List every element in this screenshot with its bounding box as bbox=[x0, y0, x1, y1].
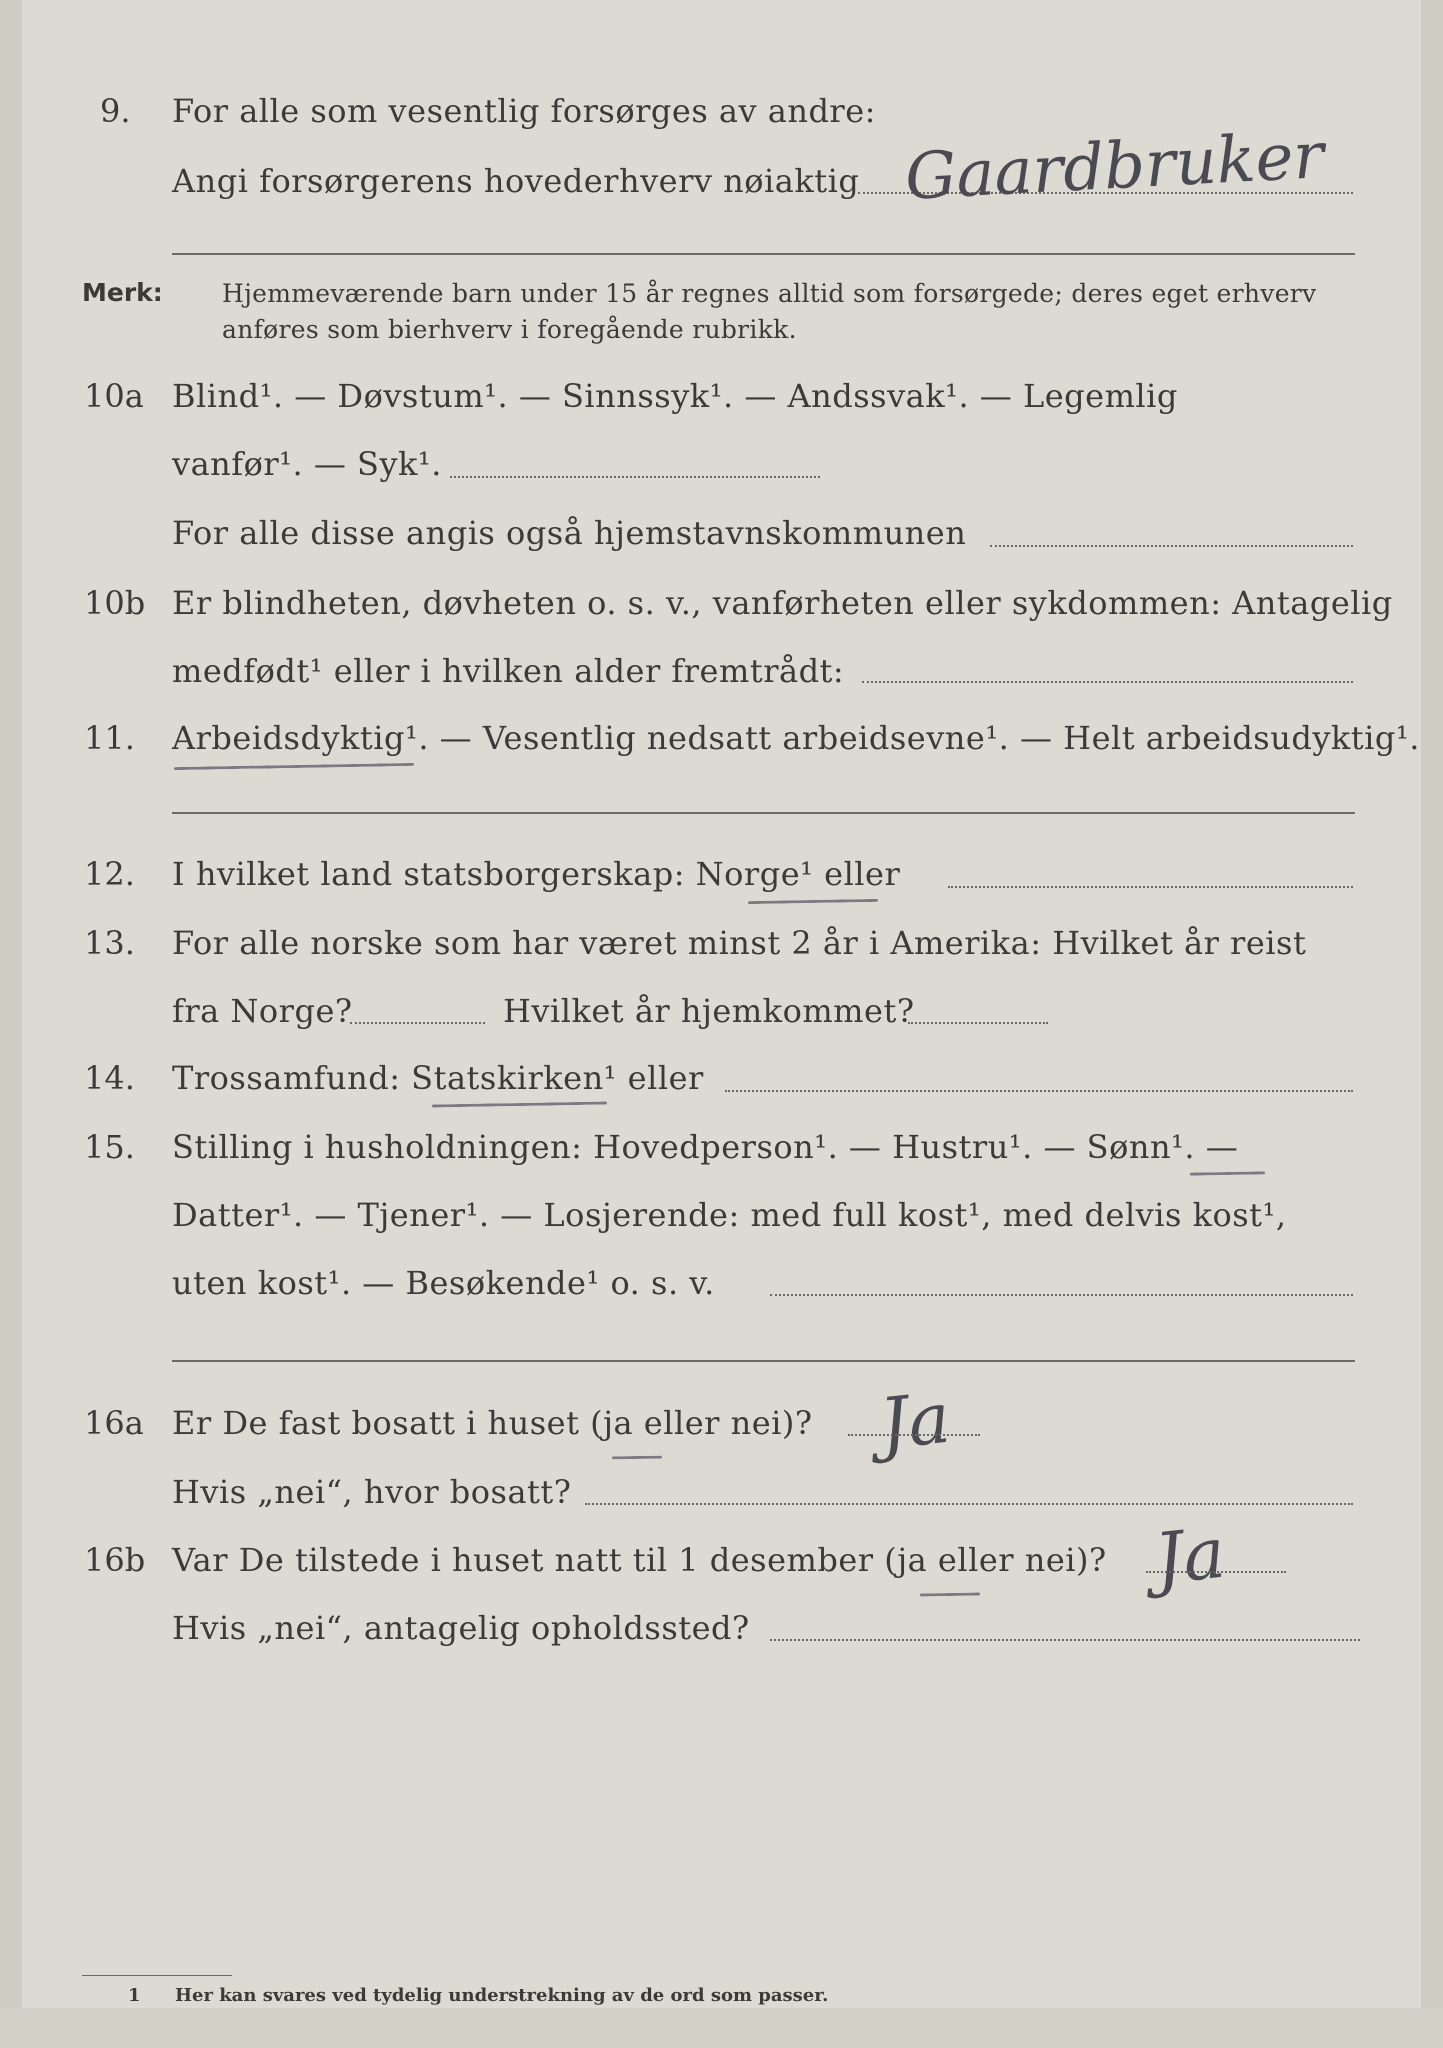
footnote-mark: 1 bbox=[128, 1985, 141, 2006]
merk-line1: Hjemmeværende barn under 15 år regnes alltid som forsørgede; deres eget erhverv bbox=[222, 279, 1317, 308]
q16a-handwritten-answer: Ja bbox=[875, 1376, 954, 1466]
q10b-alder-line bbox=[862, 681, 1353, 683]
q9-rule bbox=[172, 253, 1355, 255]
q13-line2a: fra Norge? bbox=[172, 992, 353, 1030]
q10b-line2: medfødt¹ eller i hvilken alder fremtrådt: bbox=[172, 652, 845, 690]
q10a-hjemstavn-line bbox=[990, 545, 1353, 547]
q16a-number: 16a bbox=[84, 1404, 144, 1442]
q15-handwritten-underline bbox=[1190, 1171, 1265, 1175]
q16a-line1: Er De fast bosatt i huset (ja eller nei)? bbox=[172, 1404, 813, 1442]
q16a-answer-line bbox=[848, 1434, 980, 1436]
footnote-rule bbox=[82, 1975, 232, 1976]
q12-line1: I hvilket land statsborgerskap: Norge¹ eller bbox=[172, 855, 901, 893]
q15-line3: uten kost¹. — Besøkende¹ o. s. v. bbox=[172, 1264, 715, 1302]
q12-handwritten-underline bbox=[748, 899, 878, 904]
q12-land-line bbox=[948, 886, 1353, 888]
q16b-opholdssted-line bbox=[770, 1639, 1360, 1641]
q11-number: 11. bbox=[84, 719, 135, 757]
q10b-number: 10b bbox=[84, 584, 146, 622]
q10a-line2: vanfør¹. — Syk¹. bbox=[172, 445, 442, 483]
q14-line1: Trossamfund: Statskirken¹ eller bbox=[172, 1059, 704, 1097]
q15-line2: Datter¹. — Tjener¹. — Losjerende: med full kost¹, med delvis kost¹, bbox=[172, 1196, 1287, 1234]
q10a-line3: For alle disse angis også hjemstavnskommunen bbox=[172, 514, 967, 552]
q14-handwritten-underline bbox=[432, 1101, 607, 1107]
q9-line2: Angi forsørgerens hovederhverv nøiaktig bbox=[172, 162, 860, 200]
q9-number: 9. bbox=[100, 92, 131, 130]
q11-line1: Arbeidsdyktig¹. — Vesentlig nedsatt arbeidsevne¹. — Helt arbeidsudyktig¹. bbox=[172, 719, 1420, 757]
q16b-handwritten-underline bbox=[920, 1592, 980, 1596]
q13-line1: For alle norske som har været minst 2 år i Amerika: Hvilket år reist bbox=[172, 924, 1307, 962]
q13-reist-line bbox=[350, 1022, 485, 1024]
page-edge-right bbox=[1421, 0, 1443, 2048]
q13-hjemkommet-line bbox=[908, 1022, 1048, 1024]
merk-line2: anføres som bierhverv i foregående rubrikk. bbox=[222, 315, 797, 344]
q11-handwritten-underline bbox=[174, 763, 414, 770]
q14-number: 14. bbox=[84, 1059, 135, 1097]
q10b-line1: Er blindheten, døvheten o. s. v., vanførheten eller sykdommen: Antagelig bbox=[172, 584, 1393, 622]
q11-rule bbox=[172, 812, 1355, 814]
q16a-bosatt-line bbox=[585, 1503, 1353, 1505]
q15-rule bbox=[172, 1360, 1355, 1362]
q16b-number: 16b bbox=[84, 1541, 146, 1579]
q16a-line2: Hvis „nei“, hvor bosatt? bbox=[172, 1473, 572, 1511]
q12-number: 12. bbox=[84, 855, 135, 893]
q10a-syk-line bbox=[450, 476, 820, 478]
q15-number: 15. bbox=[84, 1128, 135, 1166]
q10a-number: 10a bbox=[84, 377, 144, 415]
q9-handwritten-answer: Gaardbruker bbox=[903, 119, 1326, 215]
page-edge-left bbox=[0, 0, 22, 2048]
q16b-handwritten-answer: Ja bbox=[1150, 1511, 1229, 1601]
q9-line1: For alle som vesentlig forsørges av andre: bbox=[172, 92, 876, 130]
q15-line1: Stilling i husholdningen: Hovedperson¹. — Hustru¹. — Sønn¹. — bbox=[172, 1128, 1239, 1166]
q16b-line1: Var De tilstede i huset natt til 1 desember (ja eller nei)? bbox=[172, 1541, 1107, 1579]
q13-line2b: Hvilket år hjemkommet? bbox=[503, 992, 915, 1030]
q10a-line1: Blind¹. — Døvstum¹. — Sinnssyk¹. — Andssvak¹. — Legemlig bbox=[172, 377, 1178, 415]
page-edge-bottom bbox=[0, 2008, 1443, 2048]
q14-trossamfund-line bbox=[725, 1090, 1353, 1092]
q16b-answer-line bbox=[1146, 1571, 1286, 1573]
q16b-line2: Hvis „nei“, antagelig opholdssted? bbox=[172, 1609, 750, 1647]
q13-number: 13. bbox=[84, 924, 135, 962]
footnote-text: Her kan svares ved tydelig understrekning av de ord som passer. bbox=[175, 1985, 829, 2006]
q16a-handwritten-underline bbox=[612, 1456, 662, 1460]
merk-label: Merk: bbox=[82, 278, 163, 307]
q15-besokende-line bbox=[770, 1294, 1353, 1296]
